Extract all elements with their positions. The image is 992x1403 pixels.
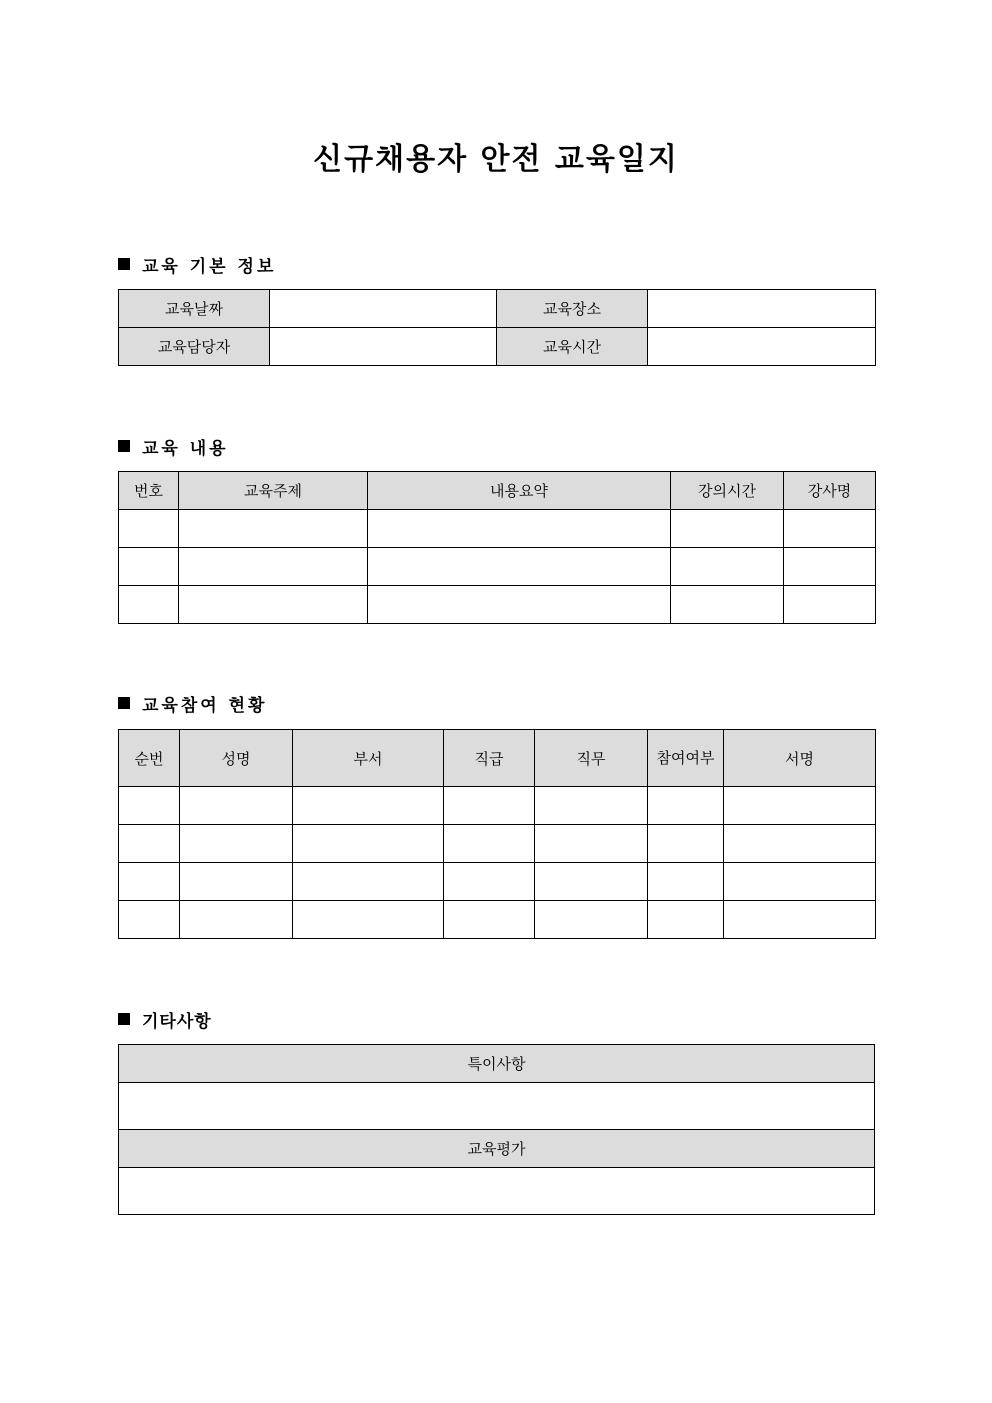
time-field[interactable]: [648, 328, 876, 366]
table-cell[interactable]: [671, 586, 784, 624]
date-label: 교육날짜: [119, 290, 270, 328]
table-cell[interactable]: [535, 901, 648, 939]
table-cell[interactable]: [368, 510, 671, 548]
table-cell[interactable]: [535, 863, 648, 901]
column-header-department: 부서: [293, 730, 444, 787]
table-cell[interactable]: [119, 548, 179, 586]
table-cell[interactable]: [648, 825, 724, 863]
table-row: [119, 290, 876, 328]
table-cell[interactable]: [179, 586, 368, 624]
table-cell[interactable]: [648, 863, 724, 901]
section-heading-text: 기타사항: [142, 1011, 212, 1032]
table-cell[interactable]: [293, 863, 444, 901]
basic-info-table: [118, 289, 876, 366]
square-bullet-icon: [118, 440, 130, 452]
table-cell[interactable]: [648, 901, 724, 939]
table-cell[interactable]: [648, 787, 724, 825]
table-cell[interactable]: [444, 863, 535, 901]
column-header-rank: 직급: [444, 730, 535, 787]
place-label: 교육장소: [497, 290, 648, 328]
manager-label: 교육담당자: [119, 328, 270, 366]
table-cell[interactable]: [119, 863, 180, 901]
section-heading-attendance: [118, 691, 267, 715]
table-header-row: [119, 472, 876, 510]
section-heading-content: [118, 434, 229, 458]
attendance-table: [118, 729, 876, 939]
table-cell[interactable]: [119, 787, 180, 825]
table-cell[interactable]: [180, 825, 293, 863]
table-header-row: [119, 730, 876, 787]
table-cell[interactable]: [444, 787, 535, 825]
table-cell[interactable]: [444, 825, 535, 863]
table-cell[interactable]: [535, 787, 648, 825]
time-label: 교육시간: [497, 328, 648, 366]
table-cell[interactable]: [444, 901, 535, 939]
table-row: [119, 548, 876, 586]
table-row: [119, 901, 876, 939]
section-heading-text: 교육 내용: [142, 438, 229, 459]
table-cell[interactable]: [368, 586, 671, 624]
table-cell[interactable]: [671, 510, 784, 548]
column-header-number: 번호: [119, 472, 179, 510]
table-cell[interactable]: [724, 825, 876, 863]
table-header-row: [119, 1130, 875, 1168]
table-cell[interactable]: [535, 825, 648, 863]
table-row: [119, 586, 876, 624]
column-header-seq: 순번: [119, 730, 180, 787]
table-cell[interactable]: [180, 787, 293, 825]
evaluation-label: 교육평가: [119, 1130, 875, 1168]
evaluation-field[interactable]: [119, 1168, 875, 1215]
table-cell[interactable]: [180, 901, 293, 939]
column-header-lecture-time: 강의시간: [671, 472, 784, 510]
column-header-participation: 참여여부: [648, 730, 724, 787]
manager-field[interactable]: [270, 328, 497, 366]
table-cell[interactable]: [119, 510, 179, 548]
content-table: [118, 471, 876, 624]
notes-label: 특이사항: [119, 1045, 875, 1083]
table-cell[interactable]: [119, 586, 179, 624]
table-cell[interactable]: [784, 548, 876, 586]
table-cell[interactable]: [180, 863, 293, 901]
square-bullet-icon: [118, 258, 130, 270]
table-cell[interactable]: [293, 825, 444, 863]
table-row: [119, 1168, 875, 1215]
column-header-name: 성명: [180, 730, 293, 787]
table-cell[interactable]: [179, 548, 368, 586]
square-bullet-icon: [118, 1013, 130, 1025]
table-row: [119, 328, 876, 366]
table-cell[interactable]: [724, 901, 876, 939]
table-cell[interactable]: [368, 548, 671, 586]
table-cell[interactable]: [179, 510, 368, 548]
document-title: 신규채용자 안전 교육일지: [313, 142, 679, 177]
column-header-instructor: 강사명: [784, 472, 876, 510]
section-heading-basic-info: [118, 252, 276, 276]
column-header-signature: 서명: [724, 730, 876, 787]
table-row: [119, 1083, 875, 1130]
table-row: [119, 787, 876, 825]
table-cell[interactable]: [293, 901, 444, 939]
table-cell[interactable]: [293, 787, 444, 825]
table-cell[interactable]: [671, 548, 784, 586]
column-header-topic: 교육주제: [179, 472, 368, 510]
section-heading-text: 교육 기본 정보: [142, 256, 277, 277]
place-field[interactable]: [648, 290, 876, 328]
table-cell[interactable]: [119, 825, 180, 863]
column-header-duty: 직무: [535, 730, 648, 787]
date-field[interactable]: [270, 290, 497, 328]
table-cell[interactable]: [724, 787, 876, 825]
table-cell[interactable]: [724, 863, 876, 901]
table-cell[interactable]: [784, 586, 876, 624]
other-table: [118, 1044, 875, 1215]
table-cell[interactable]: [784, 510, 876, 548]
table-row: [119, 863, 876, 901]
table-row: [119, 510, 876, 548]
table-header-row: [119, 1045, 875, 1083]
section-heading-other: [118, 1007, 212, 1031]
table-row: [119, 825, 876, 863]
notes-field[interactable]: [119, 1083, 875, 1130]
section-heading-text: 교육참여 현황: [142, 695, 268, 716]
square-bullet-icon: [118, 697, 130, 709]
column-header-summary: 내용요약: [368, 472, 671, 510]
table-cell[interactable]: [119, 901, 180, 939]
